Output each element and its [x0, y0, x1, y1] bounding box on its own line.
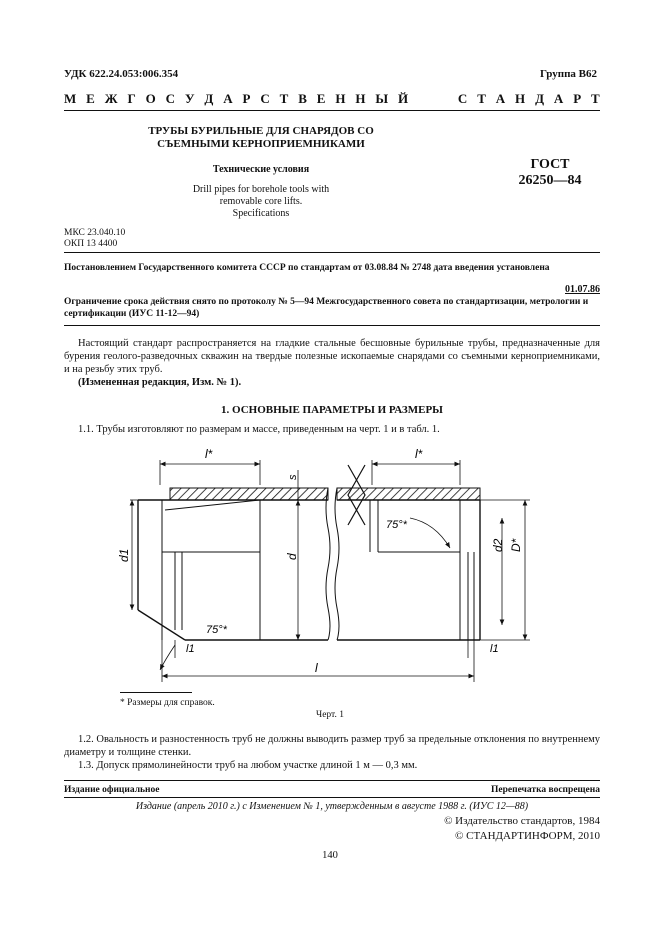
banner-letter: С — [457, 91, 468, 106]
banner-letter: Т — [591, 91, 600, 106]
label-s: s — [287, 474, 299, 480]
reprint-notice: Перепечатка воспрещена — [490, 785, 600, 795]
label-l: l — [315, 661, 318, 675]
classification-codes — [64, 228, 125, 250]
right-wall-hatch — [337, 488, 480, 500]
edition-note: (Измененная редакция, Изм. № 1). — [78, 377, 242, 388]
footer-rule-2 — [64, 797, 600, 798]
pipe-drawing — [110, 440, 550, 695]
break-line-left — [326, 488, 330, 640]
label-d2: d2 — [491, 538, 505, 552]
banner-letter: Ж — [104, 91, 118, 106]
official-edition: Издание официальное — [64, 785, 160, 795]
paragraph-1-2: 1.2. Овальность и разностенность труб не должны выводить размер труб за предельные отклонения по внутреннему диаметру и толщине стенки. — [64, 734, 600, 758]
banner-letter: Р — [242, 91, 251, 106]
banner-letter: С — [165, 91, 176, 106]
label-d: d — [285, 553, 299, 560]
banner-letter: М — [64, 91, 77, 106]
decree-text: Постановлением Государственного комитета СССР по стандартам от 03.08.84 № 2748 дата введения установлена — [64, 263, 550, 273]
english-title-line-3: Specifications — [232, 208, 290, 219]
label-d1: d1 — [117, 548, 131, 562]
banner-letter: О — [145, 91, 156, 106]
banner-letter: У — [184, 91, 195, 106]
gost-label: ГОСТ — [530, 157, 570, 172]
document-subtitle: Технические условия — [212, 164, 310, 175]
limit-text: Ограничение срока действия снято по протоколу № 5—94 Межгосударственного совета по стандартизации, метрологии и сертификации (ИУС 11-12—94) — [64, 297, 589, 319]
banner-letter: А — [553, 91, 564, 106]
footnote-rule — [120, 692, 192, 693]
break-line-right — [335, 488, 339, 640]
decree-date: 01.07.86 — [565, 284, 600, 295]
header-rule — [64, 110, 600, 111]
banner-letter: Т — [279, 91, 289, 106]
banner-letter: С — [260, 91, 270, 106]
label-angle-right: 75°* — [386, 519, 407, 531]
banner-letter: Н — [355, 91, 366, 106]
mks-code: МКС 23.040.10 — [64, 228, 126, 238]
footer-rule — [64, 780, 600, 781]
group-code: Группа В62 — [539, 68, 597, 80]
gost-number: 26250—84 — [518, 173, 582, 188]
english-title-line-2: removable core lifts. — [219, 196, 303, 207]
okp-code: ОКП 13 4400 — [64, 239, 118, 249]
decree-rule — [64, 325, 600, 326]
udk-code: УДК 622.24.053:006.354 — [64, 68, 179, 80]
english-title — [130, 184, 392, 220]
banner-letter: Д — [204, 91, 214, 106]
copyright-2: © СТАНДАРТИНФОРМ, 2010 — [455, 830, 600, 842]
banner-gap — [418, 91, 448, 107]
banner-letter: Е — [86, 91, 95, 106]
copyright-1: © Издательство стандартов, 1984 — [444, 815, 600, 827]
label-l-star-right: l* — [415, 447, 423, 461]
section-title: 1. ОСНОВНЫЕ ПАРАМЕТРЫ И РАЗМЕРЫ — [221, 404, 443, 416]
label-angle-left: 75°* — [206, 624, 227, 636]
banner-letter: Н — [335, 91, 346, 106]
banner-letter: А — [495, 91, 506, 106]
label-D-star: D* — [509, 538, 523, 552]
banner-letter: Р — [573, 91, 582, 106]
paragraph-1-3: 1.3. Допуск прямолинейности труб на любом участке длиной 1 м — 0,3 мм. — [78, 760, 418, 771]
title-line-2: СЪЕМНЫМИ КЕРНОПРИЕМНИКАМИ — [157, 138, 365, 150]
classification-rule — [64, 252, 600, 253]
left-wall-hatch — [170, 488, 328, 500]
footnote: * Размеры для справок. — [120, 698, 215, 708]
banner-letter: Ы — [375, 91, 389, 106]
label-l1-right: l1 — [490, 643, 499, 655]
banner-letter: Т — [477, 91, 486, 106]
banner-letter: А — [223, 91, 233, 106]
banner-letter: Г — [127, 91, 136, 106]
label-l-star-left: l* — [205, 447, 213, 461]
paragraph-1-1: 1.1. Трубы изготовляют по размерам и массе, приведенным на черт. 1 и в табл. 1. — [78, 424, 440, 435]
banner-letter: Н — [515, 91, 526, 106]
document-title — [130, 125, 392, 151]
left-pipe-outline — [138, 500, 328, 640]
gost-designation — [500, 157, 600, 189]
right-pipe-outline — [337, 500, 480, 640]
figure-caption: Черт. 1 — [316, 710, 344, 720]
title-line-1: ТРУБЫ БУРИЛЬНЫЕ ДЛЯ СНАРЯДОВ СО — [148, 125, 374, 137]
banner-letter: В — [298, 91, 307, 106]
banner-letter: Д — [535, 91, 545, 106]
banner-letter: Е — [316, 91, 326, 106]
label-l1-left: l1 — [186, 643, 195, 655]
edition-history: Издание (апрель 2010 г.) с Изменением № 1, утвержденным в августе 1988 г. (ИУС 12—88) — [135, 801, 529, 812]
page-number: 140 — [322, 850, 338, 861]
standard-banner — [64, 91, 600, 107]
banner-letter: Й — [398, 91, 409, 106]
intro-paragraph: Настоящий стандарт распространяется на гладкие стальные бесшовные бурильные трубы, предназначенные для бурения геолого-разведочных скважин на твердые полезные ископаемые снарядами со съемными керноприемниками, и на резьбу этих труб. — [64, 338, 600, 375]
english-title-line-1: Drill pipes for borehole tools with — [192, 184, 330, 195]
